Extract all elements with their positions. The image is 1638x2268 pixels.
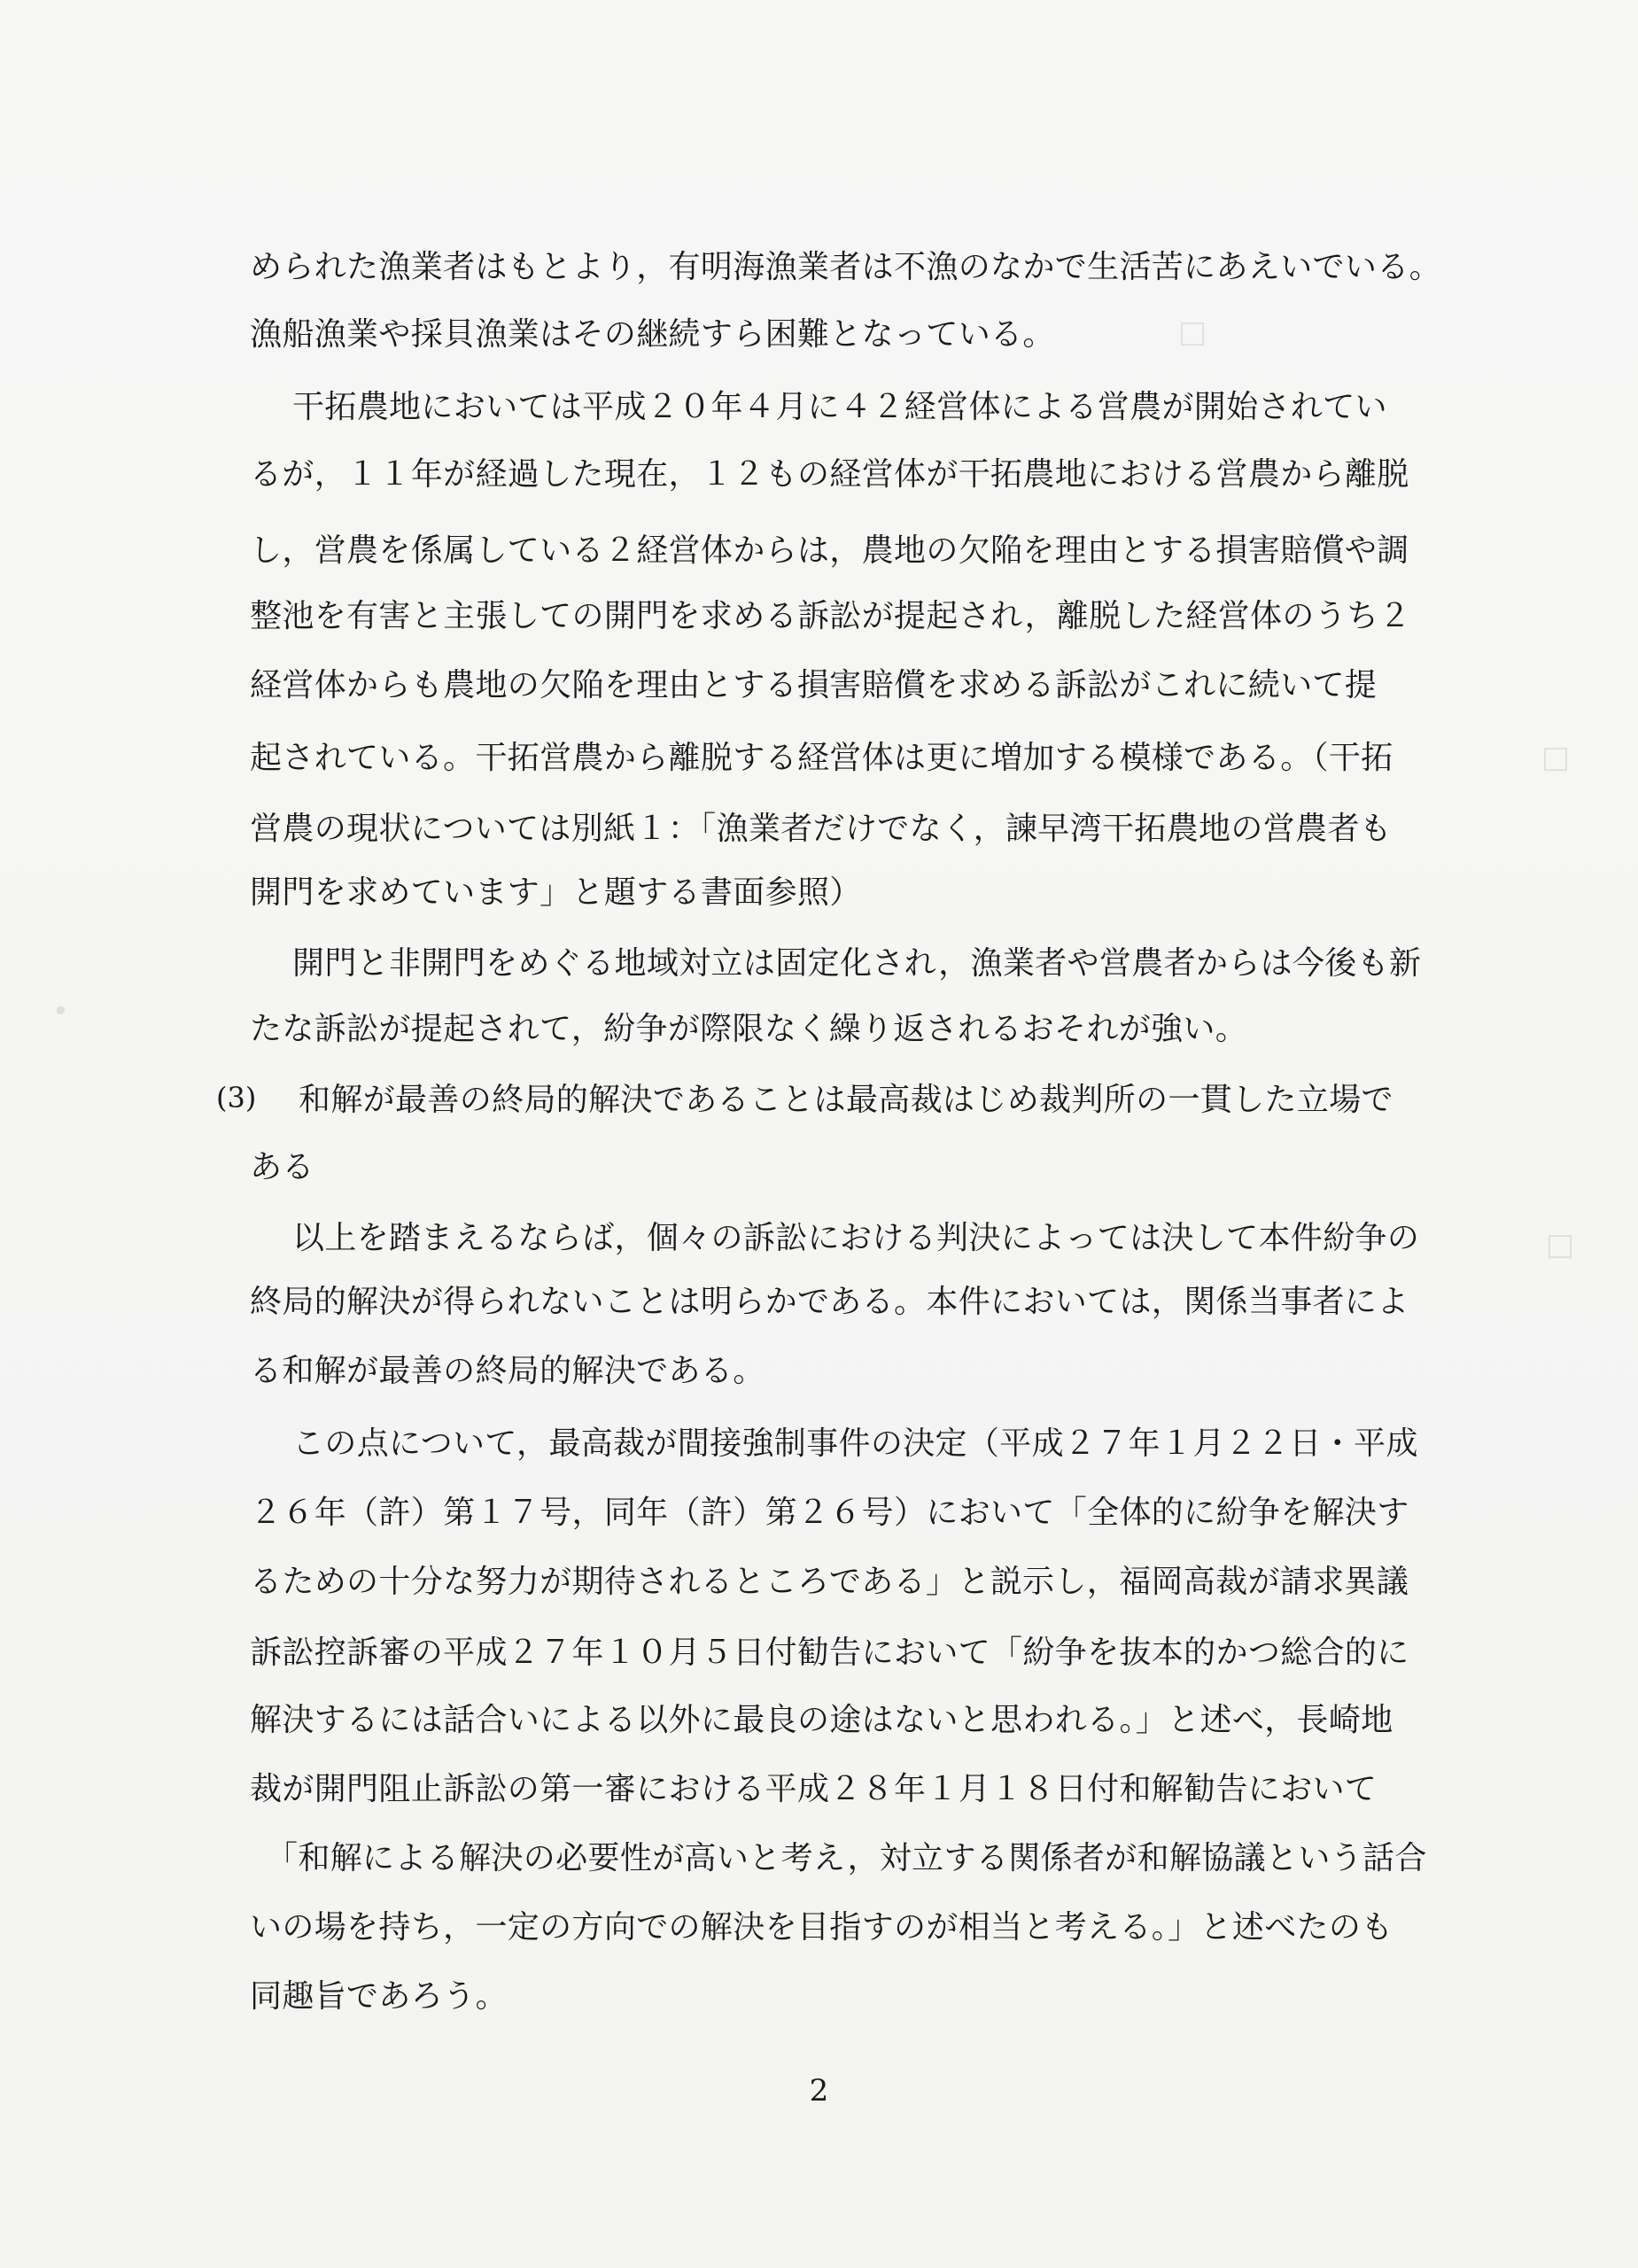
section-heading-continued: ある	[250, 1149, 314, 1185]
text-line: 解決するには話合いによる以外に最良の途はないと思われる。」と述べ，長崎地	[250, 1702, 1393, 1738]
text-line: たな訴訟が提起されて，紛争が際限なく繰り返されるおそれが強い。	[250, 1011, 1248, 1047]
text-line: し，営農を係属している２経営体からは，農地の欠陥を理由とする損害賠償や調	[250, 532, 1409, 569]
page-number: 2	[809, 2073, 829, 2109]
text-line: ２６年（許）第１７号，同年（許）第２６号）において「全体的に紛争を解決す	[250, 1495, 1409, 1531]
text-line: 同趣旨であろう。	[250, 1978, 508, 2015]
text-line: 干拓農地においては平成２０年４月に４２経営体による営農が開始されてい	[292, 389, 1387, 425]
text-line: る和解が最善の終局的解決である。	[250, 1353, 765, 1389]
text-line: められた漁業者はもとより，有明海漁業者は不漁のなかで生活苦にあえいでいる。	[250, 249, 1441, 285]
text-line: 営農の現状については別紙１：「漁業者だけでなく，諫早湾干拓農地の営農者も	[250, 811, 1393, 847]
bleed-through-mark: □	[1546, 1227, 1575, 1262]
text-line: 整池を有害と主張しての開門を求める訴訟が提起され，離脱した経営体のうち２	[250, 598, 1411, 634]
text-line: るが，１１年が経過した現在，１２もの経営体が干拓農地における営農から離脱	[250, 456, 1409, 493]
text-line: 裁が開門阻止訴訟の第一審における平成２８年１月１８日付和解勧告において	[250, 1771, 1378, 1807]
text-line: いの場を持ち，一定の方向での解決を目指すのが相当と考える。」と述べたのも	[250, 1909, 1393, 1946]
text-line: 以上を踏まえるならば，個々の訴訟における判決によっては決して本件紛争の	[292, 1220, 1420, 1256]
text-line: 開門と非開門をめぐる地域対立は固定化され，漁業者や営農者からは今後も新	[292, 945, 1422, 982]
section-heading: 和解が最善の終局的解決であることは最高裁はじめ裁判所の一貫した立場で	[299, 1082, 1393, 1118]
text-line: 開門を求めています」と題する書面参照）	[250, 874, 862, 911]
text-line: 起されている。干拓営農から離脱する経営体は更に増加する模様である。（干拓	[250, 740, 1393, 776]
text-line: 「和解による解決の必要性が高いと考え，対立する関係者が和解協議という話合	[266, 1840, 1427, 1876]
bleed-through-mark: ∙	[53, 992, 68, 1028]
bleed-through-mark: □	[1541, 740, 1571, 775]
text-line: るための十分な努力が期待されるところである」と説示し，福岡高裁が請求異議	[250, 1564, 1409, 1600]
text-line: 経営体からも農地の欠陥を理由とする損害賠償を求める訴訟がこれに続いて提	[250, 667, 1378, 703]
text-line: この点について，最高裁が間接強制事件の決定（平成２７年１月２２日・平成	[292, 1425, 1418, 1462]
text-line: 漁船漁業や採貝漁業はその継続すら困難となっている。	[250, 316, 1055, 353]
section-number: (3)	[216, 1081, 257, 1115]
text-line: 訴訟控訴審の平成２７年１０月５日付勧告において「紛争を抜本的かつ総合的に	[250, 1635, 1409, 1671]
bleed-through-mark: □	[1178, 315, 1207, 350]
text-line: 終局的解決が得られないことは明らかである。本件においては，関係当事者によ	[250, 1284, 1409, 1320]
